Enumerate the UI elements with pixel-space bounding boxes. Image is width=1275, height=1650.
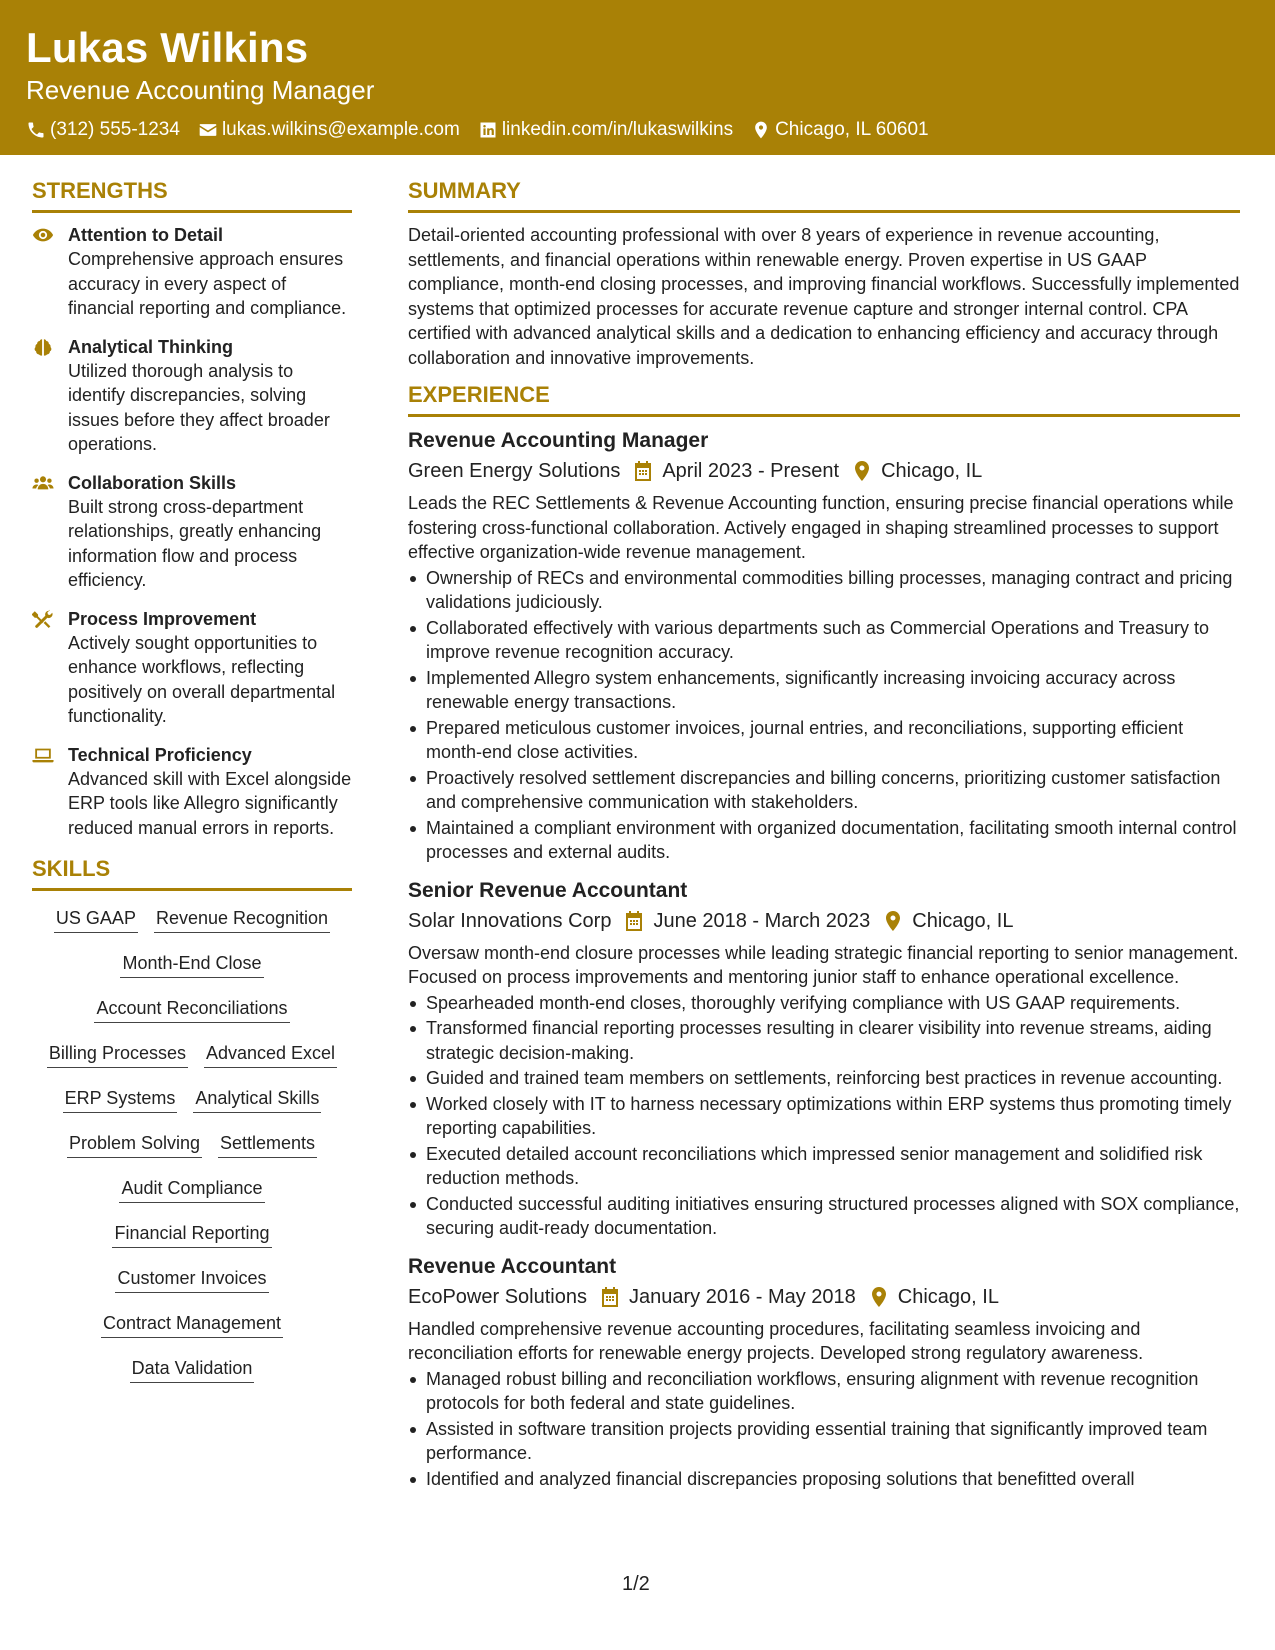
job-bullet: Identified and analyzed financial discrepancies proposing solutions that benefitted overall [408,1467,1240,1492]
strength-item [32,223,352,321]
strength-desc: Built strong cross-department relationships, greatly enhancing information flow and process efficiency. [68,496,322,590]
skills-heading: SKILLS [32,854,352,891]
job-bullet: Ownership of RECs and environmental commodities billing processes, managing contract and pricing validations judiciously. [408,566,1240,615]
job-company: Solar Innovations Corp [408,909,612,932]
job-location: Chicago, IL [897,1285,999,1308]
left-column [32,176,352,1383]
strength-title: Analytical Thinking [68,336,234,357]
calendar-icon [601,1287,619,1307]
skill-tag: Audit Compliance [119,1177,264,1203]
skill-tag: US GAAP [54,907,138,933]
skill-tag: Month-End Close [120,952,263,978]
job-bullet: Implemented Allegro system enhancements, significantly increasing invoicing accuracy across renewable energy transactions. [408,666,1240,715]
skill-tag: Settlements [218,1132,317,1158]
job-dates: June 2018 - March 2023 [653,909,871,932]
job-location: Chicago, IL [912,909,1014,932]
job-bullet: Managed robust billing and reconciliation workflows, ensuring alignment with revenue recognition protocols for both federal and state guidelines. [408,1367,1240,1416]
job-role: Revenue Accounting Manager [408,429,709,452]
map-marker-icon [751,120,771,140]
skill-tag: Billing Processes [47,1042,188,1068]
job-dates: January 2016 - May 2018 [628,1285,856,1308]
job-entry [408,877,1240,1241]
experience-heading: EXPERIENCE [408,380,1240,417]
phone-icon [26,120,46,140]
job-bullets [408,991,1240,1241]
strength-item [32,471,352,593]
summary-text: Detail-oriented accounting professional with over 8 years of experience in revenue accounting, settlements, and financial operations within renewable energy. Proven expertise in US GAAP compliance, month-end closing processes, and improving financial workflows. Successfully implemented systems that optimized processes for accurate revenue capture and stronger internal control. CPA certified with advanced analytical skills and a dedication to enhancing efficiency and accuracy through collaboration and innovative improvements. [408,225,1240,368]
job-bullet: Spearheaded month-end closes, thoroughly verifying compliance with US GAAP requirements. [408,991,1240,1016]
strength-desc: Advanced skill with Excel alongside ERP tools like Allegro significantly reduced manual errors in reports. [68,768,352,838]
skill-tag: Financial Reporting [112,1222,271,1248]
job-meta [408,907,1240,935]
skill-tag: Account Reconciliations [94,997,289,1023]
skill-tag: Data Validation [130,1357,255,1383]
job-bullets [408,566,1240,865]
contact-phone-text: (312) 555-1234 [50,119,180,140]
strengths-heading: STRENGTHS [32,176,352,213]
candidate-title: Revenue Accounting Manager [26,75,375,105]
strength-desc: Comprehensive approach ensures accuracy in every aspect of financial reporting and compliance. [68,249,347,318]
job-bullet: Conducted successful auditing initiatives ensuring structured processes aligned with SOX compliance, securing audit-ready documentation. [408,1192,1240,1241]
skill-tag: Contract Management [101,1312,283,1338]
job-bullet: Collaborated effectively with various departments such as Commercial Operations and Treasury to improve revenue recognition accuracy. [408,616,1240,665]
contact-phone[interactable] [26,118,180,142]
skill-tag: Analytical Skills [193,1087,321,1113]
calendar-icon [634,461,652,481]
contact-location-text: Chicago, IL 60601 [775,119,929,140]
strength-desc: Utilized thorough analysis to identify discrepancies, solving issues before they affect broader operations. [68,360,330,454]
job-company: EcoPower Solutions [408,1285,587,1308]
tools-icon [32,609,54,629]
summary-heading: SUMMARY [408,176,1240,213]
job-meta [408,1283,1240,1311]
map-marker-icon [884,911,902,931]
right-column [408,176,1240,1503]
contact-linkedin[interactable] [478,118,733,142]
job-role: Senior Revenue Accountant [408,878,688,902]
skill-tag: ERP Systems [63,1087,178,1113]
strength-title: Attention to Detail [68,225,223,245]
contact-linkedin-text: linkedin.com/in/lukaswilkins [501,119,734,140]
job-bullet: Maintained a compliant environment with organized documentation, facilitating smooth internal control processes and external audits. [408,816,1240,865]
brain-icon [32,337,54,357]
job-entry [408,427,1240,865]
job-bullet: Transformed financial reporting processes resulting in clearer visibility into revenue streams, aiding strategic decision-making. [408,1016,1240,1065]
contact-email-text: lukas.wilkins@example.com [221,119,460,140]
contact-location [751,118,929,142]
skills-list [32,903,352,1383]
strength-title: Technical Proficiency [68,744,252,765]
strength-desc: Actively sought opportunities to enhance workflows, reflecting positively on overall departmental functionality. [68,632,336,726]
skill-tag: Advanced Excel [204,1042,337,1068]
job-bullet: Assisted in software transition projects providing essential training that significantly improved team performance. [408,1417,1240,1466]
strength-title: Process Improvement [68,608,257,629]
eye-icon [32,225,54,245]
page-number: 1/2 [622,1573,650,1595]
strength-item [32,743,352,841]
contact-bar [26,118,1249,142]
skill-tag: Problem Solving [67,1132,202,1158]
resume-header [0,0,1275,155]
job-company: Green Energy Solutions [408,460,621,482]
candidate-name: Lukas Wilkins [26,24,309,71]
job-bullet: Proactively resolved settlement discrepancies and billing concerns, prioritizing customer satisfaction and comprehensive communication with stakeholders. [408,766,1240,815]
job-description: Leads the REC Settlements & Revenue Accounting function, ensuring precise financial operations while fostering cross-functional collaboration. Actively engaged in shaping streamlined processes to support effective organization-wide revenue management. [408,493,1234,562]
job-description: Handled comprehensive revenue accounting procedures, facilitating seamless invoicing and reconciliation efforts for renewable energy projects. Developed strong regulatory awareness. [408,1318,1144,1363]
map-marker-icon [853,461,871,481]
envelope-icon [198,120,218,140]
strength-item [32,335,352,457]
job-entry [408,1253,1240,1492]
job-role: Revenue Accountant [408,1254,617,1278]
job-bullet: Executed detailed account reconciliations which impressed senior management and solidified risk reduction methods. [408,1142,1240,1191]
job-bullets [408,1367,1240,1492]
laptop-icon [32,745,54,765]
job-location: Chicago, IL [881,460,983,482]
users-icon [32,473,54,493]
job-bullet: Worked closely with IT to harness necessary optimizations within ERP systems thus promoting timely reporting capabilities. [408,1092,1240,1141]
job-bullet: Prepared meticulous customer invoices, journal entries, and reconciliations, supporting efficient month-end close activities. [408,716,1240,765]
strength-title: Collaboration Skills [68,472,237,493]
skill-tag: Customer Invoices [115,1267,268,1293]
strength-item [32,607,352,729]
job-description: Oversaw month-end closure processes while leading strategic financial reporting to senior management. Focused on process improvements and mentoring junior staff to enhance operational excellence. [408,942,1239,987]
skill-tag: Revenue Recognition [154,907,330,933]
calendar-icon [625,911,643,931]
contact-email[interactable] [198,118,460,142]
linkedin-icon [478,120,498,140]
job-dates: April 2023 - Present [662,460,840,482]
job-bullet: Guided and trained team members on settlements, reinforcing best practices in revenue accounting. [408,1066,1240,1091]
job-meta [408,457,1240,485]
map-marker-icon [870,1287,888,1307]
